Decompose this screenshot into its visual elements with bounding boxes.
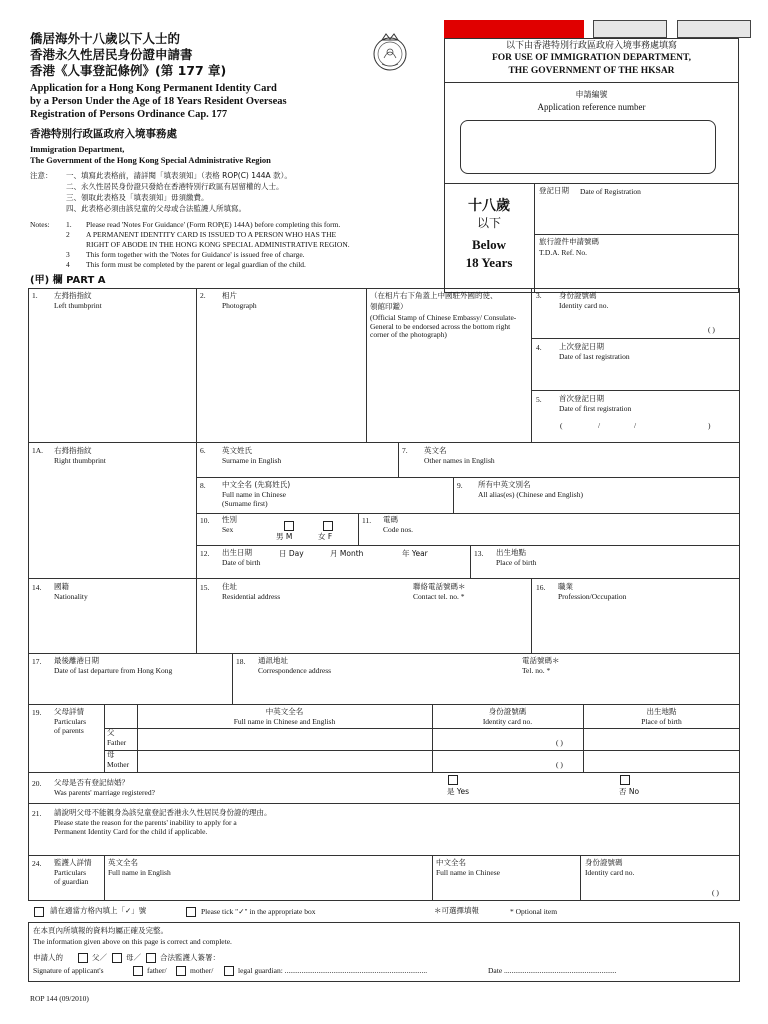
f2-zh: 相片 xyxy=(222,291,237,300)
f20-en: Was parents' marriage registered? xyxy=(54,788,155,797)
sig-father-zh-box[interactable] xyxy=(78,953,88,963)
right-thumbprint-area[interactable] xyxy=(30,468,194,576)
f17-num: 17. xyxy=(32,657,42,666)
f8-en-2: (Surname first) xyxy=(222,499,268,508)
sig-zh-2: 父／ xyxy=(92,953,107,962)
tick-sample-box-2 xyxy=(186,907,196,917)
marriage-yes-label: 是 Yes xyxy=(447,787,469,796)
photograph-area[interactable] xyxy=(198,312,364,440)
title-zh-3: 香港《人事登記條例》(第 177 章) xyxy=(30,63,227,78)
f15-num: 15. xyxy=(200,583,210,592)
reg-date-en: Date of Registration xyxy=(580,187,641,196)
stamp-en: (Official Stamp of Chinese Embassy/ Consulate-General to be endorsed across the bottom right corner of the photograph) xyxy=(370,313,517,340)
f13-zh: 出生地點 xyxy=(496,548,526,557)
sig-father-box[interactable] xyxy=(133,966,143,976)
f10-en: Sex xyxy=(222,525,234,534)
father-en: Father xyxy=(107,738,127,747)
f5-num: 5. xyxy=(536,395,542,404)
f5-fmt-open: ( xyxy=(560,421,563,430)
f20-zh: 父母是否有登記結婚？ xyxy=(54,778,129,787)
sex-male-label: 男 M xyxy=(276,532,293,541)
f8-en-1: Full name in Chinese xyxy=(222,490,286,499)
note-en-4: This form must be completed by the parent or legal guardian of the child. xyxy=(86,260,306,269)
f14-en: Nationality xyxy=(54,592,88,601)
tick-en: Please tick "✓" in the appropriate box xyxy=(201,907,316,916)
dept-zh: 香港特別行政區政府入境事務處 xyxy=(30,128,177,140)
note-en-1: Please read 'Notes For Guidance' (Form ROP(E) 144A) before completing this form. xyxy=(86,220,341,229)
notes-zh-label: 注意： xyxy=(30,171,53,180)
f5-en: Date of first registration xyxy=(559,404,632,413)
sig-mother-box[interactable] xyxy=(176,966,186,976)
reg-date-zh: 登記日期 xyxy=(539,186,569,195)
stamp-zh-2: 領館印鑑） xyxy=(370,302,408,311)
f2-num: 2. xyxy=(200,291,206,300)
sex-female-checkbox[interactable] xyxy=(323,521,333,531)
hk-emblem-icon xyxy=(368,30,412,74)
f19-pob-zh: 出生地點 xyxy=(646,707,677,716)
f21-num: 21. xyxy=(32,809,42,818)
f12-month: 月 Month xyxy=(330,549,364,558)
f8-num: 8. xyxy=(200,481,206,490)
f16-en: Profession/Occupation xyxy=(558,592,627,601)
f2-en: Photograph xyxy=(222,301,257,310)
f24-eng-zh: 英文全名 xyxy=(108,858,138,867)
f9-en: All alias(es) (Chinese and English) xyxy=(478,490,583,499)
f12-day: 日 Day xyxy=(279,549,304,558)
left-thumbprint-area[interactable] xyxy=(30,312,194,440)
f4-zh: 上次登記日期 xyxy=(559,342,604,351)
below18-zh-1: 十八歲 xyxy=(468,198,510,214)
below18-en-2: 18 Years xyxy=(465,255,513,270)
sig-guardian-zh-box[interactable] xyxy=(146,953,156,963)
below18-zh-2: 以下 xyxy=(476,216,501,230)
f9-zh: 所有中英文別名 xyxy=(478,480,531,489)
f19-en-2: of parents xyxy=(54,726,84,735)
office-use-title-en-1: FOR USE OF IMMIGRATION DEPARTMENT, xyxy=(491,53,692,63)
f16-zh: 職業 xyxy=(558,582,573,591)
f24-id-zh: 身份證號碼 xyxy=(585,858,623,867)
f24-en-1: Particulars xyxy=(54,868,87,877)
marriage-no-checkbox[interactable] xyxy=(620,775,630,785)
office-box-2 xyxy=(677,20,751,38)
f10-zh: 性別 xyxy=(222,515,237,524)
sig-mother-zh-box[interactable] xyxy=(112,953,122,963)
f16-num: 16. xyxy=(536,583,546,592)
f19-zh: 父母詳情 xyxy=(54,707,84,716)
f19-id-zh: 身份證號碼 xyxy=(488,707,527,716)
f1-num: 1. xyxy=(32,291,38,300)
f20-num: 20. xyxy=(32,779,42,788)
f24-zh: 監護人詳情 xyxy=(54,858,92,867)
title-en-2: by a Person Under the Age of 18 Years Resident Overseas xyxy=(30,96,287,107)
mother-id-check[interactable]: ( ) xyxy=(556,760,563,769)
f11-en: Code nos. xyxy=(383,525,413,534)
f12-zh: 出生日期 xyxy=(222,548,252,557)
app-ref-en: Application reference number xyxy=(537,102,646,112)
f24-id-check[interactable]: ( ) xyxy=(712,888,719,897)
tda-zh: 旅行證件申請號碼 xyxy=(539,237,599,246)
sig-en-father: father/ xyxy=(147,966,167,975)
f19-en-1: Particulars xyxy=(54,717,87,726)
f6-num: 6. xyxy=(200,446,206,455)
f24-num: 24. xyxy=(32,859,42,868)
f14-num: 14. xyxy=(32,583,42,592)
f24-id-en: Identity card no. xyxy=(585,868,635,877)
f17-zh: 最後離港日期 xyxy=(54,656,99,665)
sex-male-checkbox[interactable] xyxy=(284,521,294,531)
f1-zh: 左拇指指紋 xyxy=(54,291,92,300)
sig-date[interactable]: Date ............................................................ xyxy=(488,966,617,975)
note-en-1-num: 1. xyxy=(66,220,72,229)
note-zh-2: 二、永久性居民身份證只發給在香港特別行政區有居留權的人士。 xyxy=(66,182,284,191)
f5-fmt-close: ) xyxy=(708,421,711,430)
redacted-bar xyxy=(444,20,584,38)
notes-en-label: Notes: xyxy=(30,220,50,229)
f19-fullname-en: Full name in Chinese and English xyxy=(233,717,336,726)
office-box-1 xyxy=(593,20,667,38)
contact-tel-en: Contact tel. no. * xyxy=(413,592,465,601)
f6-en: Surname in English xyxy=(222,456,282,465)
f15-en: Residential address xyxy=(222,592,281,601)
f11-num: 11. xyxy=(362,516,372,525)
dept-en-2: The Government of the Hong Kong Special Administrative Region xyxy=(30,155,271,165)
note-zh-1: 一、填寫此表格前，請詳閱「填表須知」（表格 ROP(C) 144A 款）。 xyxy=(66,171,292,180)
tel-zh: 電話號碼＊ xyxy=(522,656,560,665)
f6-zh: 英文姓氏 xyxy=(222,446,252,455)
f5-zh: 首次登記日期 xyxy=(559,394,604,403)
dept-en-1: Immigration Department, xyxy=(30,144,125,154)
f24-eng-en: Full name in English xyxy=(108,868,171,877)
sig-zh-1: 申請人的 xyxy=(33,953,63,962)
sig-en-mother: mother/ xyxy=(190,966,214,975)
tel-en: Tel. no. * xyxy=(522,666,551,675)
f1a-num: 1A. xyxy=(32,446,44,455)
f21-zh: 請說明父母不能親身為該兒童登記香港永久性居民身份證的理由。 xyxy=(54,808,272,817)
f11-zh: 電碼 xyxy=(383,515,398,524)
marriage-yes-checkbox[interactable] xyxy=(448,775,458,785)
f21-en-1: Please state the reason for the parents' inability to apply for a xyxy=(54,818,237,827)
note-en-3-num: 3 xyxy=(66,250,70,259)
f8-zh: 中文全名 (先寫姓氏) xyxy=(222,480,291,489)
father-zh: 父 xyxy=(107,728,115,737)
optional-en: * Optional item xyxy=(510,907,558,916)
f9-num: 9. xyxy=(457,481,463,490)
f5-fmt-slash1: / xyxy=(598,421,601,430)
f24-en-2: of guardian xyxy=(54,877,89,886)
f1a-zh: 右拇指指紋 xyxy=(54,446,92,455)
sig-guardian-box[interactable] xyxy=(224,966,234,976)
tda-en: T.D.A. Ref. No. xyxy=(539,248,587,257)
sex-female-label: 女 F xyxy=(318,532,333,541)
f7-num: 7. xyxy=(402,446,408,455)
note-en-2b: RIGHT OF ABODE IN THE HONG KONG SPECIAL ADMINISTRATIVE REGION. xyxy=(86,240,350,249)
f12-year: 年 Year xyxy=(402,549,428,558)
part-a-heading: (甲) 欄 PART A xyxy=(30,275,106,286)
f19-id-en: Identity card no. xyxy=(482,717,533,726)
note-en-4-num: 4 xyxy=(66,260,70,269)
f24-chn-en: Full name in Chinese xyxy=(436,868,500,877)
note-en-3: This form together with the 'Notes for Guidance' is issued free of charge. xyxy=(86,250,305,259)
form-code: ROP 144 (09/2010) xyxy=(30,994,89,1003)
f5-fmt-slash2: / xyxy=(634,421,637,430)
f1-en: Left thumbprint xyxy=(54,301,102,310)
f17-en: Date of last departure from Hong Kong xyxy=(54,666,173,675)
app-ref-zh: 申請編號 xyxy=(575,90,608,99)
f7-en: Other names in English xyxy=(424,456,495,465)
app-ref-input[interactable] xyxy=(460,120,716,174)
title-zh-1: 僑居海外十八歲以下人士的 xyxy=(30,31,181,46)
office-use-title-en-2: THE GOVERNMENT OF THE HKSAR xyxy=(508,66,675,76)
f19-num: 19. xyxy=(32,708,42,717)
f14-zh: 國籍 xyxy=(54,582,69,591)
sig-zh-4: 合法監護人簽署： xyxy=(160,953,220,962)
decl-en: The information given above on this page is correct and complete. xyxy=(33,937,232,946)
tick-zh: 請在適當方格內填上「✓」號 xyxy=(50,906,147,915)
mother-zh: 母 xyxy=(107,750,115,759)
title-en-1: Application for a Hong Kong Permanent Identity Card xyxy=(30,83,277,94)
note-zh-4: 四、此表格必須由該兒童的父母或合法監護人所填寫。 xyxy=(66,204,246,213)
sig-en-1: Signature of applicant's xyxy=(33,966,104,975)
f7-zh: 英文名 xyxy=(424,446,447,455)
tick-sample-box-1 xyxy=(34,907,44,917)
title-en-3: Registration of Persons Ordinance Cap. 177 xyxy=(30,109,228,120)
decl-zh: 在本頁內所填報的資料均屬正確及完整。 xyxy=(33,926,168,935)
office-use-title-zh: 以下由香港特別行政區政府入境事務處填寫 xyxy=(505,41,677,51)
sig-en-guardian[interactable]: legal guardian: ............................................................................ xyxy=(238,966,428,975)
optional-zh: ＊可選擇填報 xyxy=(434,906,479,915)
contact-tel-zh: 聯絡電話號碼＊ xyxy=(413,582,466,591)
f3-en: Identity card no. xyxy=(559,301,609,310)
stamp-zh-1: （在相片右下角蓋上中國駐外國的使、 xyxy=(370,291,498,300)
f12-num: 12. xyxy=(200,549,210,558)
title-zh-2: 香港永久性居民身份證申請書 xyxy=(30,47,193,62)
f3-num: 3. xyxy=(536,291,542,300)
note-en-2a: A PERMANENT IDENTITY CARD IS ISSUED TO A PERSON WHO HAS THE xyxy=(86,230,337,239)
f3-zh: 身份證號碼 xyxy=(559,291,597,300)
f19-fullname-zh: 中英文全名 xyxy=(265,707,304,716)
f1a-en: Right thumbprint xyxy=(54,456,106,465)
below18-en-1: Below xyxy=(472,237,506,252)
f15-zh: 住址 xyxy=(222,582,237,591)
father-id-check[interactable]: ( ) xyxy=(556,738,563,747)
f4-num: 4. xyxy=(536,343,542,352)
f13-en: Place of birth xyxy=(496,558,537,567)
marriage-no-label: 否 No xyxy=(619,787,640,796)
f18-en: Correspondence address xyxy=(258,666,332,675)
f19-pob-en: Place of birth xyxy=(641,717,682,726)
f10-num: 10. xyxy=(200,516,210,525)
f18-zh: 通訊地址 xyxy=(258,656,288,665)
note-zh-3: 三、領取此表格及「填表須知」毋須繳費。 xyxy=(66,193,209,202)
f13-num: 13. xyxy=(474,549,484,558)
sig-zh-3: 母／ xyxy=(126,953,141,962)
f4-en: Date of last registration xyxy=(559,352,630,361)
f12-en: Date of birth xyxy=(222,558,261,567)
mother-en: Mother xyxy=(107,760,130,769)
note-en-2-num: 2 xyxy=(66,230,70,239)
f18-num: 18. xyxy=(236,657,246,666)
f3-check-digit[interactable]: ( ) xyxy=(708,325,715,334)
f21-en-2: Permanent Identity Card for the child if applicable. xyxy=(54,827,208,836)
f24-chn-zh: 中文全名 xyxy=(436,858,466,867)
